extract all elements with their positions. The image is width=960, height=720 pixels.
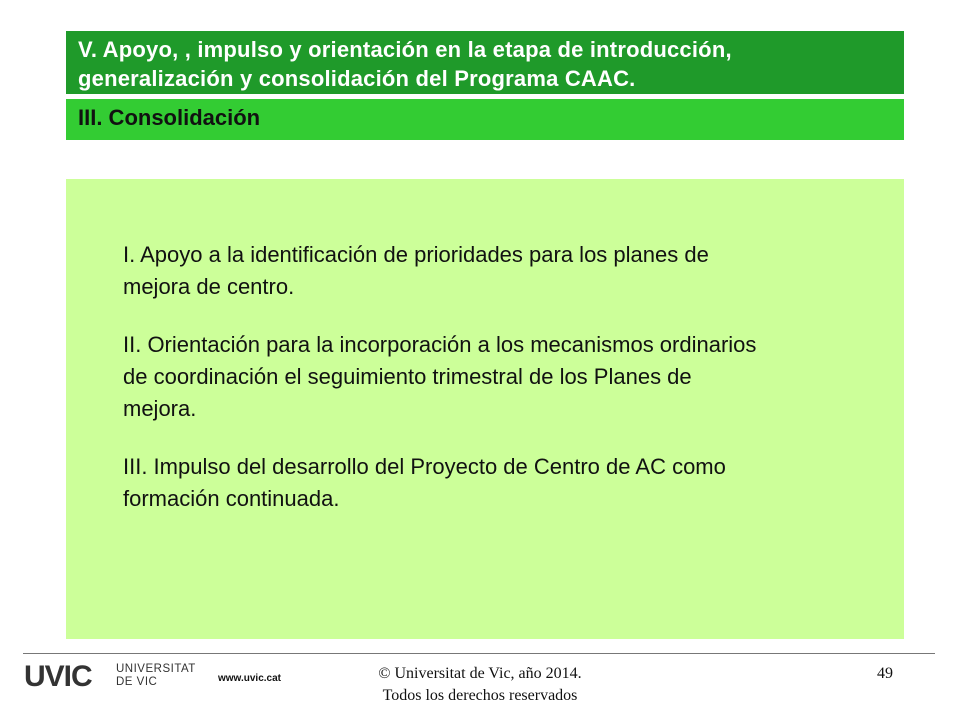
list-item-line: de coordinación el seguimiento trimestral de los Planes de bbox=[123, 364, 692, 389]
list-item-line: formación continuada. bbox=[123, 486, 340, 511]
logo-text-line: DE VIC bbox=[116, 676, 158, 688]
website-link[interactable]: www.uvic.cat bbox=[218, 673, 281, 684]
footer-divider bbox=[23, 653, 935, 654]
logo-text-line: UNIVERSITAT bbox=[116, 663, 196, 675]
list-item-line: III. Impulso del desarrollo del Proyecto de Centro de AC como bbox=[123, 454, 726, 479]
list-item-line: mejora de centro. bbox=[123, 274, 295, 299]
list-item-line: I. Apoyo a la identificación de prioridades para los planes de bbox=[123, 242, 709, 267]
list-item-line: mejora. bbox=[123, 396, 197, 421]
slide-title-line-2: generalización y consolidación del Programa CAAC. bbox=[78, 66, 636, 91]
content-panel bbox=[66, 179, 904, 639]
list-item-line: II. Orientación para la incorporación a los mecanismos ordinarios bbox=[123, 332, 757, 357]
logo-text bbox=[116, 663, 196, 689]
copyright-notice bbox=[330, 663, 630, 707]
copyright-line: Todos los derechos reservados bbox=[382, 687, 578, 704]
list-item bbox=[123, 451, 903, 515]
list-item bbox=[123, 329, 903, 425]
list-item bbox=[123, 239, 903, 303]
uvic-logo bbox=[24, 660, 204, 693]
page-number: 49 bbox=[877, 665, 893, 682]
slide-title-line-1: V. Apoyo, , impulso y orientación en la etapa de introducción, bbox=[78, 37, 732, 62]
copyright-line: © Universitat de Vic, año 2014. bbox=[378, 665, 582, 682]
section-subtitle: III. Consolidación bbox=[66, 99, 904, 140]
logo-mark: UVIC bbox=[24, 660, 92, 693]
slide-title bbox=[66, 31, 904, 94]
